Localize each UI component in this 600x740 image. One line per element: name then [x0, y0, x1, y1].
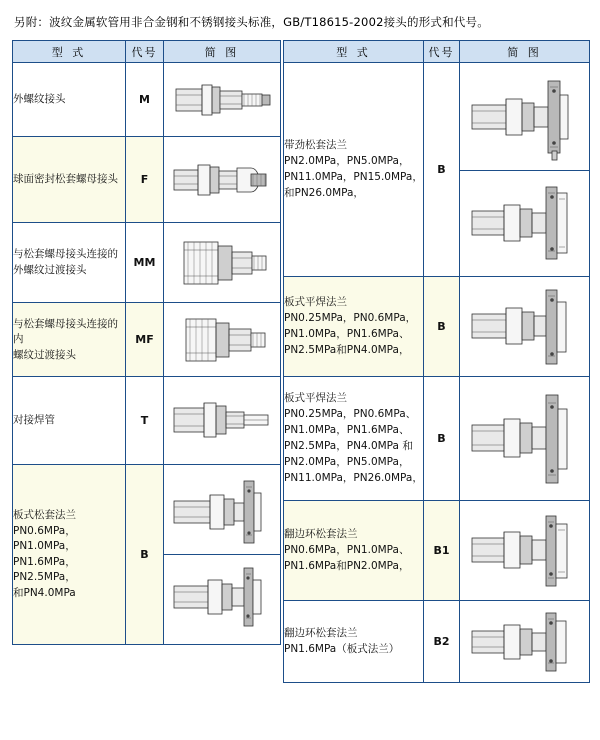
- fitting-name-cell: 带劲松套法兰 PN2.0MPa，PN5.0MPa， PN11.0MPa，PN15.0MPa， 和PN26.0MPa，: [284, 63, 424, 277]
- column-header-type: 型 式: [284, 41, 424, 63]
- butt-weld-pipe-drawing: [164, 377, 281, 465]
- fitting-code-cell: T: [126, 377, 164, 465]
- fitting-name-cell: 球面密封松套螺母接头: [13, 137, 126, 223]
- fitting-code-cell: B: [424, 277, 460, 377]
- table-row: [284, 601, 590, 683]
- table-row: [284, 377, 590, 501]
- fitting-code-cell: B1: [424, 501, 460, 601]
- page-footer-space: [12, 683, 588, 695]
- plate-lap-joint-flange-drawing-group: [164, 465, 281, 645]
- table-header-row: [13, 41, 281, 63]
- female-thread-adapter-drawing: [164, 303, 281, 377]
- fitting-name-cell: 板式松套法兰 PN0.6MPa，PN1.0MPa， PN1.6MPa，PN2.5MPa， 和PN4.0MPa: [13, 465, 126, 645]
- column-header-type: 型 式: [13, 41, 126, 63]
- table-row: [13, 377, 281, 465]
- table-row: [284, 501, 590, 601]
- column-header-picture: 简 图: [164, 41, 281, 63]
- table-row: [13, 465, 281, 645]
- fitting-code-cell: B: [126, 465, 164, 645]
- plate-lap-joint-flange-drawing-a: [170, 473, 274, 551]
- fitting-name-cell: 板式平焊法兰 PN0.25MPa，PN0.6MPa、 PN1.0MPa，PN1.6MPa、 PN2.5MPa，PN4.0MPa 和 PN2.0MPa，PN5.0MPa， PN11.0MPa，PN26.0MPa，: [284, 377, 424, 501]
- fitting-name-cell: 外螺纹接头: [13, 63, 126, 137]
- table-row: [284, 63, 590, 171]
- fitting-code-cell: M: [126, 63, 164, 137]
- plate-slip-on-welding-flange-drawing-a: [460, 277, 590, 377]
- male-thread-adapter-drawing: [164, 223, 281, 303]
- fitting-name-cell: 对接焊管: [13, 377, 126, 465]
- spherical-seal-union-nut-connector-drawing: [164, 137, 281, 223]
- table-row: [13, 63, 281, 137]
- right-fittings-table: [283, 40, 590, 683]
- column-header-code: 代号: [424, 41, 460, 63]
- ribbed-lap-joint-flange-drawing-a: [460, 63, 590, 171]
- column-header-picture: 简 图: [460, 41, 590, 63]
- table-header-row: [284, 41, 590, 63]
- fitting-name-cell: 与松套螺母接头连接的内 螺纹过渡接头: [13, 303, 126, 377]
- fitting-code-cell: B2: [424, 601, 460, 683]
- plate-slip-on-welding-flange-drawing-b: [460, 377, 590, 501]
- table-row: [13, 303, 281, 377]
- page-title: 另附：波纹金属软管用非合金钢和不锈钢接头标准，GB/T18615-2002接头的形式和代号。: [14, 15, 489, 29]
- lapped-ring-loose-flange-drawing: [460, 501, 590, 601]
- table-row: [13, 137, 281, 223]
- table-row: [284, 277, 590, 377]
- fitting-code-cell: MF: [126, 303, 164, 377]
- lapped-ring-loose-flange-plate-drawing: [460, 601, 590, 683]
- table-row: [13, 223, 281, 303]
- tables-container: [12, 40, 588, 683]
- left-fittings-table: [12, 40, 281, 645]
- fitting-code-cell: MM: [126, 223, 164, 303]
- ribbed-lap-joint-flange-drawing-b: [460, 171, 590, 277]
- fitting-name-cell: 翻边环松套法兰 PN0.6MPa，PN1.0MPa、 PN1.6MPa和PN2.0MPa，: [284, 501, 424, 601]
- column-header-code: 代号: [126, 41, 164, 63]
- threaded-male-connector-drawing: [164, 63, 281, 137]
- fitting-code-cell: B: [424, 377, 460, 501]
- plate-lap-joint-flange-drawing-b: [170, 558, 274, 636]
- fitting-code-cell: F: [126, 137, 164, 223]
- fitting-name-cell: 翻边环松套法兰 PN1.6MPa（板式法兰）: [284, 601, 424, 683]
- fitting-name-cell: 与松套螺母接头连接的 外螺纹过渡接头: [13, 223, 126, 303]
- fitting-name-cell: 板式平焊法兰 PN0.25MPa，PN0.6MPa， PN1.0MPa，PN1.6MPa、 PN2.5MPa和PN4.0MPa，: [284, 277, 424, 377]
- fitting-code-cell: B: [424, 63, 460, 277]
